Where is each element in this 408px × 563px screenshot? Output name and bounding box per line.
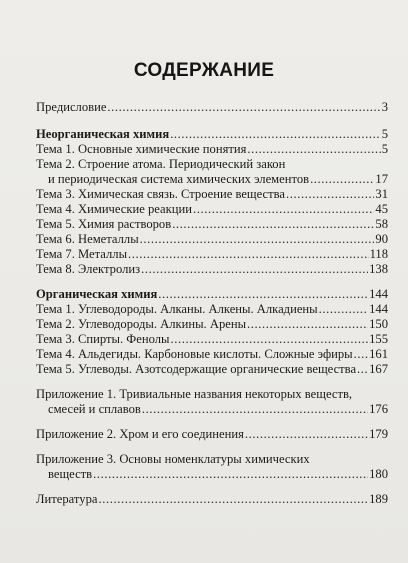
leader-dots <box>310 172 374 187</box>
toc-entry-appendix-3 <box>48 467 388 482</box>
leader-dots <box>354 347 368 362</box>
toc-entry-page: 180 <box>369 467 388 481</box>
toc-entry-page: 144 <box>369 287 388 301</box>
leader-dots <box>98 492 368 507</box>
toc-entry-label: смесей и сплавов <box>48 402 141 416</box>
leader-dots <box>142 402 368 417</box>
leader-dots <box>319 302 368 317</box>
toc-entry <box>36 262 388 277</box>
leader-dots <box>107 100 380 115</box>
toc-entry-label: Приложение 3. Основы номенклатуры химических <box>36 452 310 466</box>
toc-entry-page: 150 <box>369 317 388 331</box>
leader-dots <box>170 127 381 142</box>
toc-entry-page: 17 <box>375 172 388 186</box>
toc-entry-page: 161 <box>369 347 388 361</box>
toc-entry-label: Тема 4. Химические реакции <box>36 202 192 216</box>
toc-section-label: Органическая химия <box>36 287 158 301</box>
toc-entry <box>36 202 388 217</box>
toc-entry-label: Тема 7. Металлы <box>36 247 128 261</box>
toc-section-inorganic <box>36 127 388 142</box>
toc-entry-label: Литература <box>36 492 98 506</box>
toc-entry-label: Тема 2. Строение атома. Периодический закон <box>36 157 286 171</box>
page-title: СОДЕРЖАНИЕ <box>133 60 275 81</box>
leader-dots <box>128 247 369 262</box>
toc-entry-label: Тема 2. Углеводороды. Алкины. Арены <box>36 317 247 331</box>
toc-entry <box>36 187 388 202</box>
toc-entry-page: 58 <box>375 217 388 231</box>
leader-dots <box>170 332 368 347</box>
toc-entry <box>36 232 388 247</box>
toc-entry <box>36 332 388 347</box>
toc-entry-label: Тема 3. Спирты. Фенолы <box>36 332 170 346</box>
toc-entry-page: 155 <box>369 332 388 346</box>
toc-entry <box>36 247 388 262</box>
leader-dots <box>172 217 374 232</box>
toc-entry-page: 144 <box>369 302 388 316</box>
toc-entry-appendix-1 <box>48 402 388 417</box>
toc-entry-appendix-2 <box>36 427 388 442</box>
toc-entry <box>36 302 388 317</box>
toc-entry <box>36 347 388 362</box>
toc-entry-label: Тема 3. Химическая связь. Строение вещества <box>36 187 285 201</box>
toc-entry-label: Тема 6. Неметаллы <box>36 232 139 246</box>
toc-entry-preface <box>36 100 388 115</box>
leader-dots <box>245 427 368 442</box>
toc-entry-label: Тема 1. Основные химические понятия <box>36 142 247 156</box>
toc-entry <box>36 142 388 157</box>
toc-entry-page: 138 <box>369 262 388 276</box>
toc-entry-label: Приложение 1. Тривиальные названия некоторых веществ, <box>36 387 353 401</box>
leader-dots <box>93 467 368 482</box>
toc-entry-label: и периодическая система химических элементов <box>48 172 310 186</box>
toc-entry-page: 5 <box>381 127 388 141</box>
toc-entry-page: 176 <box>369 402 388 416</box>
leader-dots <box>158 287 368 302</box>
toc-entry-page: 189 <box>369 492 388 506</box>
toc-entry-page: 3 <box>381 100 388 114</box>
toc-entry-page: 90 <box>375 232 388 246</box>
toc-entry <box>36 362 388 377</box>
toc-entry-label: Приложение 2. Хром и его соединения <box>36 427 244 441</box>
toc-entry-label: Тема 4. Альдегиды. Карбоновые кислоты. Сложные эфиры <box>36 347 353 361</box>
toc-entry-literature <box>36 492 388 507</box>
toc-entry-label: Тема 5. Углеводы. Азотсодержащие органические вещества <box>36 362 357 376</box>
toc-section-organic <box>36 287 388 302</box>
toc-entry-label: Тема 5. Химия растворов <box>36 217 172 231</box>
toc-entry-label: Предисловие <box>36 100 107 114</box>
toc-entry <box>36 217 388 232</box>
toc-entry-page: 31 <box>375 187 388 201</box>
toc-entry-page: 167 <box>369 362 388 376</box>
toc-entry <box>36 317 388 332</box>
leader-dots <box>357 362 368 377</box>
leader-dots <box>193 202 374 217</box>
leader-dots <box>141 262 368 277</box>
toc-entry-page: 45 <box>375 202 388 216</box>
toc-entry-label: Тема 1. Углеводороды. Алканы. Алкены. Алкадиены <box>36 302 318 316</box>
toc-section-label: Неорганическая химия <box>36 127 170 141</box>
toc-entry-label: веществ <box>48 467 93 481</box>
leader-dots <box>247 317 368 332</box>
leader-dots <box>140 232 375 247</box>
toc-entry-page: 118 <box>369 247 388 261</box>
toc-entry-page: 5 <box>381 142 388 156</box>
toc-entry <box>48 172 388 187</box>
toc-entry-page: 179 <box>369 427 388 441</box>
leader-dots <box>247 142 380 157</box>
toc-entry-label: Тема 8. Электролиз <box>36 262 141 276</box>
leader-dots <box>286 187 374 202</box>
